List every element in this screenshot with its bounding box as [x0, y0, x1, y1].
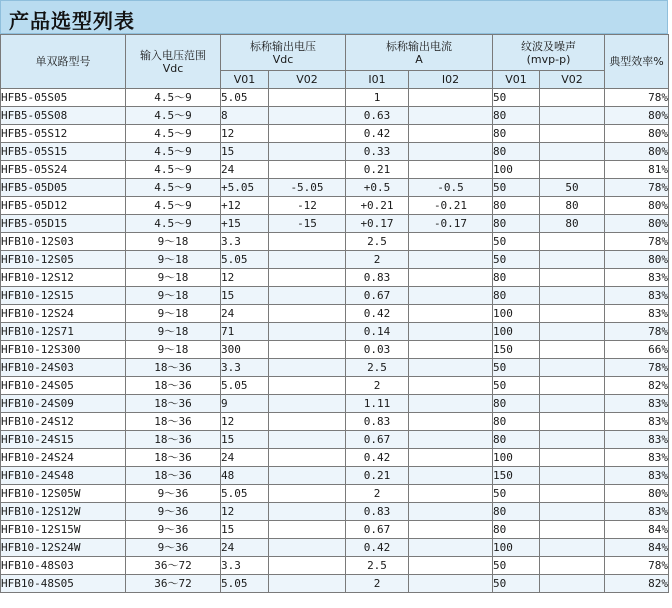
cell-ripple-v02	[540, 125, 605, 143]
cell-i02	[409, 557, 493, 575]
cell-i01: 2	[346, 485, 409, 503]
cell-i01: 0.42	[346, 449, 409, 467]
cell-ripple-v01: 50	[493, 359, 540, 377]
cell-i02	[409, 377, 493, 395]
cell-v02	[269, 305, 346, 323]
cell-v01: 5.05	[221, 377, 269, 395]
cell-ripple-v02	[540, 143, 605, 161]
cell-efficiency: 78%	[605, 323, 669, 341]
cell-ripple-v02	[540, 305, 605, 323]
cell-ripple-v02	[540, 89, 605, 107]
cell-model: HFB10-24S48	[1, 467, 126, 485]
cell-i01: 1	[346, 89, 409, 107]
cell-v02: -15	[269, 215, 346, 233]
table-row	[1, 323, 669, 341]
header-model: 单双路型号	[1, 35, 126, 89]
cell-ripple-v02	[540, 107, 605, 125]
cell-i02	[409, 143, 493, 161]
table-header	[1, 35, 669, 89]
cell-i02	[409, 539, 493, 557]
cell-v02	[269, 287, 346, 305]
cell-model: HFB5-05D05	[1, 179, 126, 197]
cell-ripple-v02	[540, 557, 605, 575]
cell-input-range: 4.5～9	[126, 197, 221, 215]
cell-i01: +0.21	[346, 197, 409, 215]
table-row	[1, 269, 669, 287]
cell-ripple-v01: 80	[493, 107, 540, 125]
cell-i01: 0.33	[346, 143, 409, 161]
cell-i02	[409, 521, 493, 539]
cell-i02	[409, 485, 493, 503]
cell-v01: 5.05	[221, 575, 269, 593]
cell-input-range: 9～18	[126, 269, 221, 287]
cell-model: HFB5-05S05	[1, 89, 126, 107]
cell-i01: 0.67	[346, 287, 409, 305]
cell-i01: 0.42	[346, 125, 409, 143]
cell-model: HFB10-12S15	[1, 287, 126, 305]
cell-efficiency: 80%	[605, 143, 669, 161]
cell-v02	[269, 503, 346, 521]
cell-ripple-v02	[540, 467, 605, 485]
cell-v01: 12	[221, 413, 269, 431]
cell-ripple-v01: 50	[493, 89, 540, 107]
table-body	[1, 89, 669, 593]
cell-v01: 48	[221, 467, 269, 485]
cell-ripple-v02	[540, 539, 605, 557]
cell-v02	[269, 89, 346, 107]
title-bar	[0, 0, 668, 34]
cell-i01: +0.5	[346, 179, 409, 197]
cell-ripple-v02: 50	[540, 179, 605, 197]
cell-input-range: 18～36	[126, 413, 221, 431]
cell-ripple-v02	[540, 449, 605, 467]
header-ripple-noise: 纹波及噪声 (mvp-p)	[493, 35, 605, 71]
cell-efficiency: 78%	[605, 359, 669, 377]
cell-ripple-v02	[540, 503, 605, 521]
cell-i02: -0.5	[409, 179, 493, 197]
header-v01: V01	[221, 71, 269, 89]
cell-ripple-v01: 50	[493, 251, 540, 269]
table-row	[1, 161, 669, 179]
cell-ripple-v02	[540, 161, 605, 179]
cell-i02	[409, 323, 493, 341]
cell-efficiency: 78%	[605, 233, 669, 251]
cell-efficiency: 82%	[605, 377, 669, 395]
cell-ripple-v02	[540, 431, 605, 449]
cell-input-range: 4.5～9	[126, 107, 221, 125]
cell-i01: 0.63	[346, 107, 409, 125]
cell-v02	[269, 323, 346, 341]
cell-input-range: 18～36	[126, 431, 221, 449]
cell-ripple-v01: 80	[493, 269, 540, 287]
cell-model: HFB10-12S71	[1, 323, 126, 341]
cell-efficiency: 83%	[605, 287, 669, 305]
table-row	[1, 395, 669, 413]
table-row	[1, 467, 669, 485]
cell-ripple-v02	[540, 395, 605, 413]
cell-i02	[409, 503, 493, 521]
cell-model: HFB10-48S03	[1, 557, 126, 575]
cell-i02	[409, 125, 493, 143]
cell-i02	[409, 269, 493, 287]
cell-v01: 71	[221, 323, 269, 341]
cell-v02	[269, 467, 346, 485]
cell-ripple-v01: 150	[493, 341, 540, 359]
header-efficiency: 典型效率%	[605, 35, 669, 89]
cell-v02	[269, 107, 346, 125]
table-row	[1, 521, 669, 539]
cell-v01: 3.3	[221, 233, 269, 251]
cell-efficiency: 66%	[605, 341, 669, 359]
cell-i01: 2.5	[346, 233, 409, 251]
table-row	[1, 413, 669, 431]
cell-efficiency: 83%	[605, 305, 669, 323]
table-row	[1, 107, 669, 125]
cell-input-range: 9～36	[126, 521, 221, 539]
cell-input-range: 9～18	[126, 305, 221, 323]
cell-v01: 5.05	[221, 251, 269, 269]
table-row	[1, 287, 669, 305]
cell-model: HFB10-24S03	[1, 359, 126, 377]
cell-v02	[269, 521, 346, 539]
cell-input-range: 9～18	[126, 323, 221, 341]
table-row	[1, 557, 669, 575]
cell-input-range: 18～36	[126, 449, 221, 467]
cell-efficiency: 84%	[605, 521, 669, 539]
cell-model: HFB10-24S24	[1, 449, 126, 467]
cell-model: HFB10-12S300	[1, 341, 126, 359]
cell-i01: 0.21	[346, 161, 409, 179]
cell-ripple-v01: 50	[493, 377, 540, 395]
cell-input-range: 9～36	[126, 503, 221, 521]
cell-ripple-v02	[540, 341, 605, 359]
cell-i01: 2	[346, 575, 409, 593]
cell-ripple-v02	[540, 521, 605, 539]
cell-model: HFB10-12S24W	[1, 539, 126, 557]
cell-v02	[269, 125, 346, 143]
cell-ripple-v02: 80	[540, 197, 605, 215]
table-row	[1, 179, 669, 197]
cell-efficiency: 83%	[605, 269, 669, 287]
cell-v01: 8	[221, 107, 269, 125]
cell-v01: 9	[221, 395, 269, 413]
cell-model: HFB10-24S15	[1, 431, 126, 449]
cell-ripple-v02	[540, 269, 605, 287]
cell-model: HFB10-12S05	[1, 251, 126, 269]
cell-i01: 0.42	[346, 539, 409, 557]
cell-i02: -0.21	[409, 197, 493, 215]
cell-ripple-v02	[540, 413, 605, 431]
cell-i02	[409, 395, 493, 413]
cell-model: HFB5-05D15	[1, 215, 126, 233]
cell-model: HFB5-05S15	[1, 143, 126, 161]
cell-efficiency: 83%	[605, 449, 669, 467]
cell-ripple-v01: 100	[493, 323, 540, 341]
cell-efficiency: 82%	[605, 575, 669, 593]
cell-efficiency: 80%	[605, 251, 669, 269]
cell-ripple-v01: 100	[493, 161, 540, 179]
header-ripple-v02: V02	[540, 71, 605, 89]
cell-i02	[409, 89, 493, 107]
cell-v02: -12	[269, 197, 346, 215]
cell-ripple-v01: 100	[493, 539, 540, 557]
cell-ripple-v02	[540, 251, 605, 269]
cell-efficiency: 78%	[605, 557, 669, 575]
cell-efficiency: 78%	[605, 89, 669, 107]
cell-input-range: 9～18	[126, 251, 221, 269]
cell-model: HFB10-24S05	[1, 377, 126, 395]
cell-ripple-v02	[540, 233, 605, 251]
header-i02: I02	[409, 71, 493, 89]
cell-v01: 15	[221, 143, 269, 161]
cell-efficiency: 80%	[605, 197, 669, 215]
table-row	[1, 233, 669, 251]
cell-v02	[269, 485, 346, 503]
cell-v01: 24	[221, 449, 269, 467]
cell-v02	[269, 251, 346, 269]
cell-model: HFB10-12S05W	[1, 485, 126, 503]
cell-efficiency: 83%	[605, 395, 669, 413]
cell-ripple-v01: 80	[493, 143, 540, 161]
cell-model: HFB10-12S12W	[1, 503, 126, 521]
cell-input-range: 4.5～9	[126, 215, 221, 233]
cell-v02	[269, 359, 346, 377]
cell-i02	[409, 359, 493, 377]
cell-v02	[269, 557, 346, 575]
cell-model: HFB10-48S05	[1, 575, 126, 593]
header-i01: I01	[346, 71, 409, 89]
cell-efficiency: 80%	[605, 215, 669, 233]
table-row	[1, 89, 669, 107]
cell-i01: 0.67	[346, 431, 409, 449]
cell-i02	[409, 467, 493, 485]
cell-v01: 12	[221, 125, 269, 143]
cell-i02	[409, 107, 493, 125]
table-row	[1, 341, 669, 359]
cell-v01: 3.3	[221, 359, 269, 377]
cell-input-range: 4.5～9	[126, 179, 221, 197]
cell-v01: 24	[221, 305, 269, 323]
cell-i01: 0.42	[346, 305, 409, 323]
cell-v02	[269, 431, 346, 449]
cell-i02: -0.17	[409, 215, 493, 233]
page-title: 产品选型列表	[9, 9, 135, 33]
cell-i01: 1.11	[346, 395, 409, 413]
cell-v02	[269, 539, 346, 557]
cell-model: HFB10-12S12	[1, 269, 126, 287]
cell-ripple-v02	[540, 575, 605, 593]
cell-ripple-v01: 50	[493, 557, 540, 575]
cell-v01: 24	[221, 161, 269, 179]
cell-ripple-v01: 80	[493, 197, 540, 215]
cell-input-range: 36～72	[126, 557, 221, 575]
cell-v01: 12	[221, 269, 269, 287]
cell-i02	[409, 449, 493, 467]
cell-v01: 24	[221, 539, 269, 557]
cell-efficiency: 83%	[605, 467, 669, 485]
cell-i01: 0.14	[346, 323, 409, 341]
cell-i01: 0.67	[346, 521, 409, 539]
cell-model: HFB10-12S15W	[1, 521, 126, 539]
cell-ripple-v02: 80	[540, 215, 605, 233]
table-row	[1, 197, 669, 215]
cell-input-range: 9～36	[126, 539, 221, 557]
cell-v02	[269, 413, 346, 431]
cell-efficiency: 80%	[605, 125, 669, 143]
cell-v02	[269, 395, 346, 413]
cell-input-range: 9～36	[126, 485, 221, 503]
cell-input-range: 9～18	[126, 233, 221, 251]
cell-i02	[409, 305, 493, 323]
cell-input-range: 4.5～9	[126, 143, 221, 161]
cell-i02	[409, 341, 493, 359]
cell-efficiency: 80%	[605, 107, 669, 125]
cell-ripple-v02	[540, 359, 605, 377]
cell-v02: -5.05	[269, 179, 346, 197]
table-row	[1, 431, 669, 449]
table-row	[1, 449, 669, 467]
cell-i01: 0.83	[346, 503, 409, 521]
cell-ripple-v01: 80	[493, 395, 540, 413]
cell-v02	[269, 269, 346, 287]
cell-ripple-v01: 80	[493, 125, 540, 143]
cell-v01: 15	[221, 287, 269, 305]
header-input-range: 输入电压范围 Vdc	[126, 35, 221, 89]
cell-efficiency: 80%	[605, 485, 669, 503]
cell-i02	[409, 251, 493, 269]
cell-input-range: 9～18	[126, 287, 221, 305]
cell-v01: +5.05	[221, 179, 269, 197]
cell-ripple-v01: 80	[493, 431, 540, 449]
cell-model: HFB10-12S24	[1, 305, 126, 323]
cell-ripple-v01: 80	[493, 215, 540, 233]
cell-efficiency: 83%	[605, 503, 669, 521]
cell-i01: 2	[346, 251, 409, 269]
cell-ripple-v01: 80	[493, 287, 540, 305]
cell-ripple-v01: 80	[493, 521, 540, 539]
table-row	[1, 143, 669, 161]
cell-model: HFB10-12S03	[1, 233, 126, 251]
cell-v01: 5.05	[221, 89, 269, 107]
cell-efficiency: 78%	[605, 179, 669, 197]
cell-model: HFB10-24S09	[1, 395, 126, 413]
table-row	[1, 503, 669, 521]
header-v02: V02	[269, 71, 346, 89]
cell-input-range: 4.5～9	[126, 89, 221, 107]
table-row	[1, 359, 669, 377]
cell-i01: 0.21	[346, 467, 409, 485]
cell-i02	[409, 575, 493, 593]
table-row	[1, 485, 669, 503]
cell-i01: 2	[346, 377, 409, 395]
header-output-current: 标称输出电流 A	[346, 35, 493, 71]
cell-v01: +15	[221, 215, 269, 233]
cell-ripple-v01: 80	[493, 503, 540, 521]
cell-model: HFB5-05S24	[1, 161, 126, 179]
cell-i01: 2.5	[346, 359, 409, 377]
cell-ripple-v02	[540, 377, 605, 395]
cell-v01: 12	[221, 503, 269, 521]
table-row	[1, 125, 669, 143]
cell-input-range: 4.5～9	[126, 125, 221, 143]
cell-input-range: 36～72	[126, 575, 221, 593]
table-row	[1, 251, 669, 269]
cell-model: HFB5-05D12	[1, 197, 126, 215]
cell-ripple-v01: 100	[493, 449, 540, 467]
cell-v02	[269, 575, 346, 593]
cell-ripple-v01: 50	[493, 233, 540, 251]
table-row	[1, 215, 669, 233]
cell-v01: 3.3	[221, 557, 269, 575]
cell-v01: 5.05	[221, 485, 269, 503]
cell-i01: +0.17	[346, 215, 409, 233]
cell-model: HFB5-05S08	[1, 107, 126, 125]
cell-ripple-v01: 50	[493, 485, 540, 503]
table-row	[1, 305, 669, 323]
cell-efficiency: 83%	[605, 413, 669, 431]
cell-v01: +12	[221, 197, 269, 215]
cell-i02	[409, 431, 493, 449]
cell-v02	[269, 161, 346, 179]
cell-i02	[409, 161, 493, 179]
table-row	[1, 377, 669, 395]
cell-efficiency: 84%	[605, 539, 669, 557]
cell-input-range: 18～36	[126, 359, 221, 377]
product-selection-table	[0, 34, 669, 593]
table-row	[1, 539, 669, 557]
cell-ripple-v02	[540, 485, 605, 503]
cell-i01: 2.5	[346, 557, 409, 575]
cell-ripple-v01: 50	[493, 179, 540, 197]
cell-ripple-v01: 100	[493, 305, 540, 323]
cell-v02	[269, 341, 346, 359]
cell-i01: 0.83	[346, 269, 409, 287]
cell-i01: 0.83	[346, 413, 409, 431]
cell-v02	[269, 233, 346, 251]
table-row	[1, 575, 669, 593]
cell-v02	[269, 377, 346, 395]
cell-model: HFB10-24S12	[1, 413, 126, 431]
cell-ripple-v02	[540, 287, 605, 305]
cell-i01: 0.03	[346, 341, 409, 359]
cell-v01: 300	[221, 341, 269, 359]
cell-input-range: 9～18	[126, 341, 221, 359]
cell-v01: 15	[221, 431, 269, 449]
cell-i02	[409, 233, 493, 251]
cell-v02	[269, 143, 346, 161]
header-ripple-v01: V01	[493, 71, 540, 89]
cell-efficiency: 83%	[605, 431, 669, 449]
cell-input-range: 4.5～9	[126, 161, 221, 179]
cell-input-range: 18～36	[126, 377, 221, 395]
cell-ripple-v02	[540, 323, 605, 341]
cell-input-range: 18～36	[126, 467, 221, 485]
cell-i02	[409, 287, 493, 305]
cell-v02	[269, 449, 346, 467]
cell-ripple-v01: 150	[493, 467, 540, 485]
cell-ripple-v01: 50	[493, 575, 540, 593]
cell-v01: 15	[221, 521, 269, 539]
cell-ripple-v01: 80	[493, 413, 540, 431]
cell-i02	[409, 413, 493, 431]
header-output-voltage: 标称输出电压 Vdc	[221, 35, 346, 71]
cell-model: HFB5-05S12	[1, 125, 126, 143]
cell-input-range: 18～36	[126, 395, 221, 413]
cell-efficiency: 81%	[605, 161, 669, 179]
